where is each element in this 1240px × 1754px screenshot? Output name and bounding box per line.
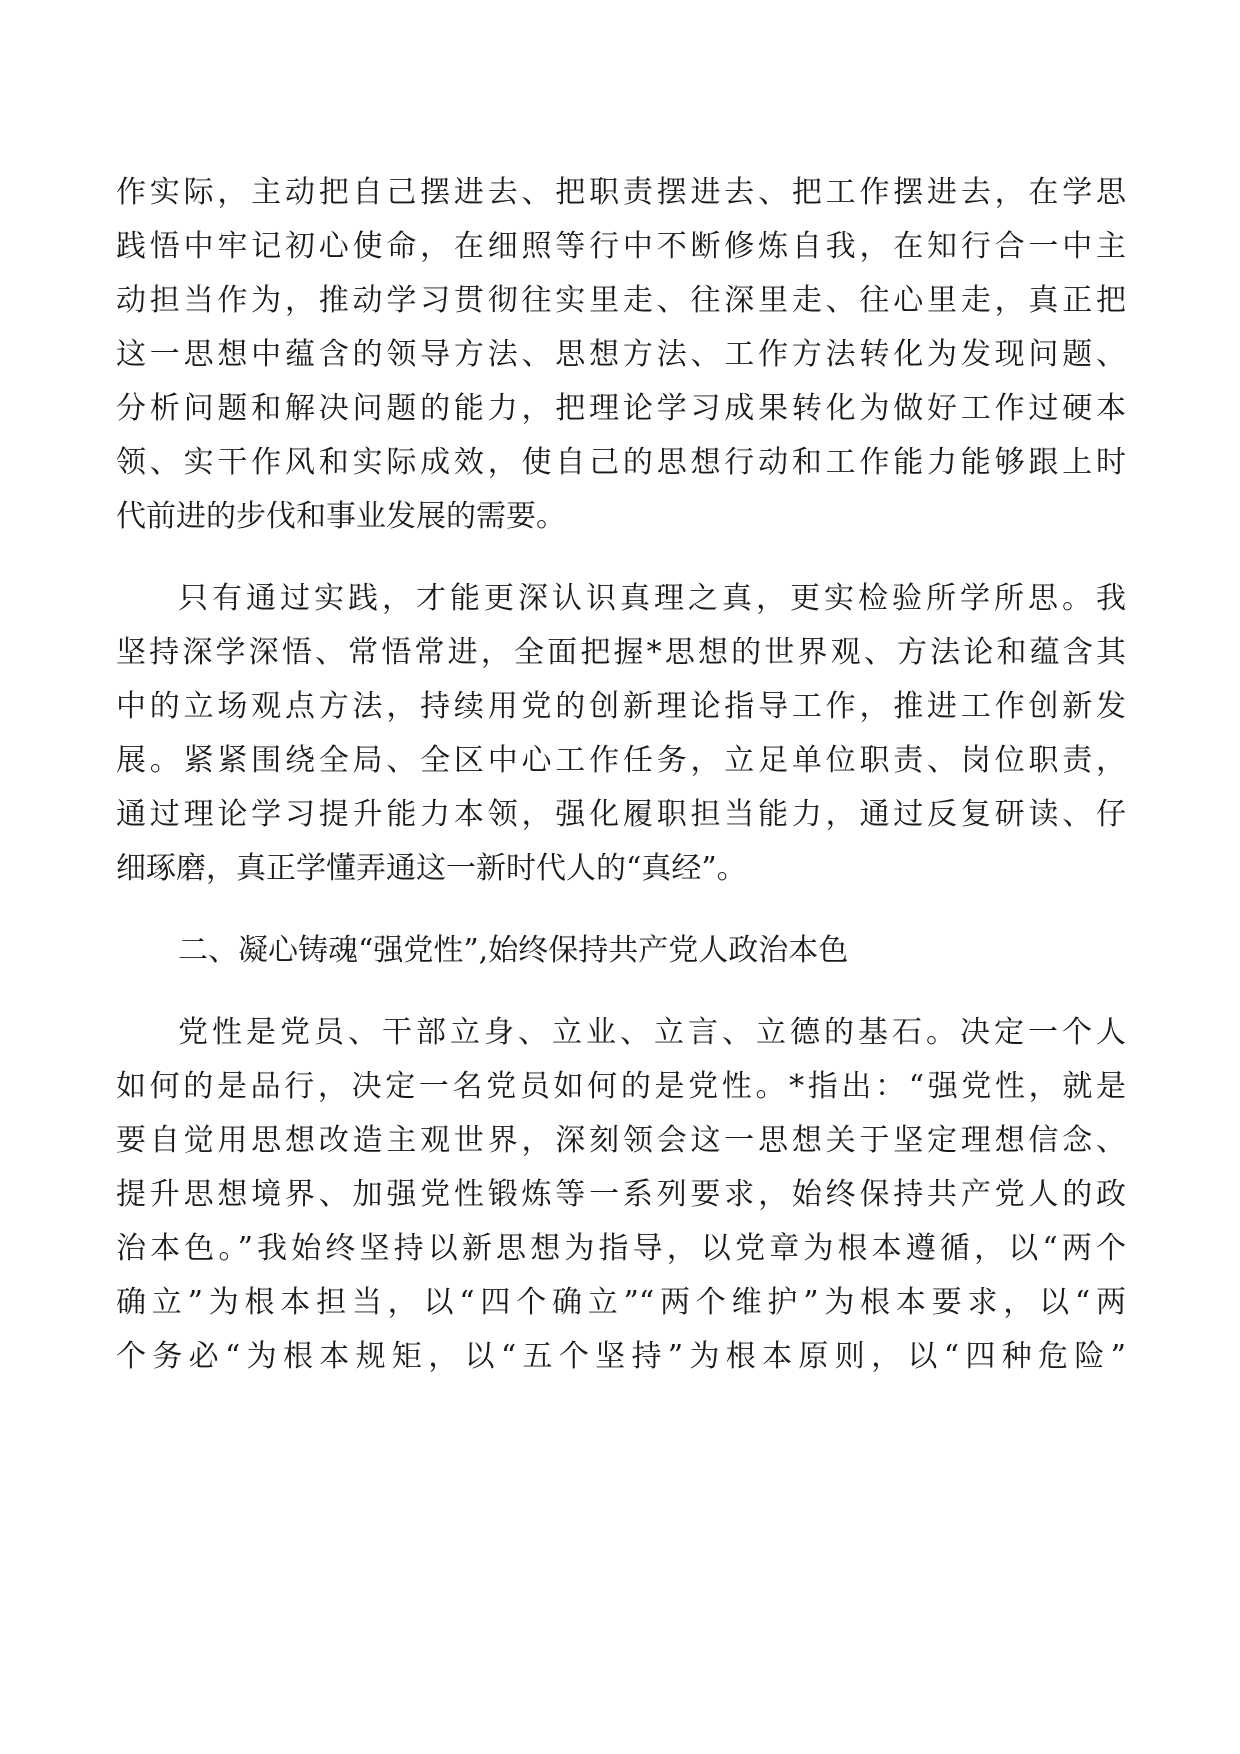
paragraph-line: 要自觉用思想改造主观世界，深刻领会这一思想关于坚定理想信念、	[116, 1123, 1126, 1158]
paragraph-line: 确立”为根本担当，以“四个确立”“两个维护”为根本要求，以“两	[116, 1285, 1126, 1320]
paragraph-line: 代前进的步伐和事业发展的需要。	[116, 499, 566, 534]
document-body	[116, 166, 1126, 1384]
paragraph-line: 践悟中牢记初心使命，在细照等行中不断修炼自我，在知行合一中主	[116, 229, 1126, 264]
paragraph-line: 作实际，主动把自己摆进去、把职责摆进去、把工作摆进去，在学思	[116, 175, 1126, 210]
paragraph-spacer	[116, 978, 1126, 1006]
paragraph-line: 动担当作为，推动学习贯彻往实里走、往深里走、往心里走，真正把	[116, 283, 1126, 318]
paragraph-line: 只有通过实践，才能更深认识真理之真，更实检验所学所思。我	[178, 581, 1126, 616]
paragraph-line: 坚持深学深悟、常悟常进，全面把握*思想的世界观、方法论和蕴含其	[116, 635, 1126, 670]
paragraph-3	[116, 1006, 1126, 1384]
paragraph-line: 中的立场观点方法，持续用党的创新理论指导工作，推进工作创新发	[116, 689, 1126, 724]
paragraph-line: 细琢磨，真正学懂弄通这一新时代人的“真经”。	[116, 851, 747, 886]
paragraph-line: 分析问题和解决问题的能力，把理论学习成果转化为做好工作过硬本	[116, 391, 1126, 426]
paragraph-line: 通过理论学习提升能力本领，强化履职担当能力，通过反复研读、仔	[116, 797, 1126, 832]
paragraph-spacer	[116, 544, 1126, 572]
paragraph-line: 领、实干作风和实际成效，使自己的思想行动和工作能力能够跟上时	[116, 445, 1126, 480]
paragraph-line: 如何的是品行，决定一名党员如何的是党性。*指出：“强党性，就是	[116, 1069, 1126, 1104]
paragraph-line: 个务必“为根本规矩，以“五个坚持”为根本原则，以“四种危险”	[116, 1339, 1126, 1374]
paragraph-line: 展。紧紧围绕全局、全区中心工作任务，立足单位职责、岗位职责，	[116, 743, 1126, 778]
paragraph-line: 这一思想中蕴含的领导方法、思想方法、工作方法转化为发现问题、	[116, 337, 1126, 372]
paragraph-line: 治本色。”我始终坚持以新思想为指导，以党章为根本遵循，以“两个	[116, 1231, 1126, 1266]
paragraph-2	[116, 572, 1126, 896]
paragraph-spacer	[116, 896, 1126, 924]
section-heading	[116, 924, 1126, 978]
paragraph-1	[116, 166, 1126, 544]
paragraph-line: 党性是党员、干部立身、立业、立言、立德的基石。决定一个人	[178, 1015, 1126, 1050]
section-heading-text: 二、凝心铸魂“强党性”,始终保持共产党人政治本色	[178, 933, 849, 968]
paragraph-line: 提升思想境界、加强党性锻炼等一系列要求，始终保持共产党人的政	[116, 1177, 1126, 1212]
